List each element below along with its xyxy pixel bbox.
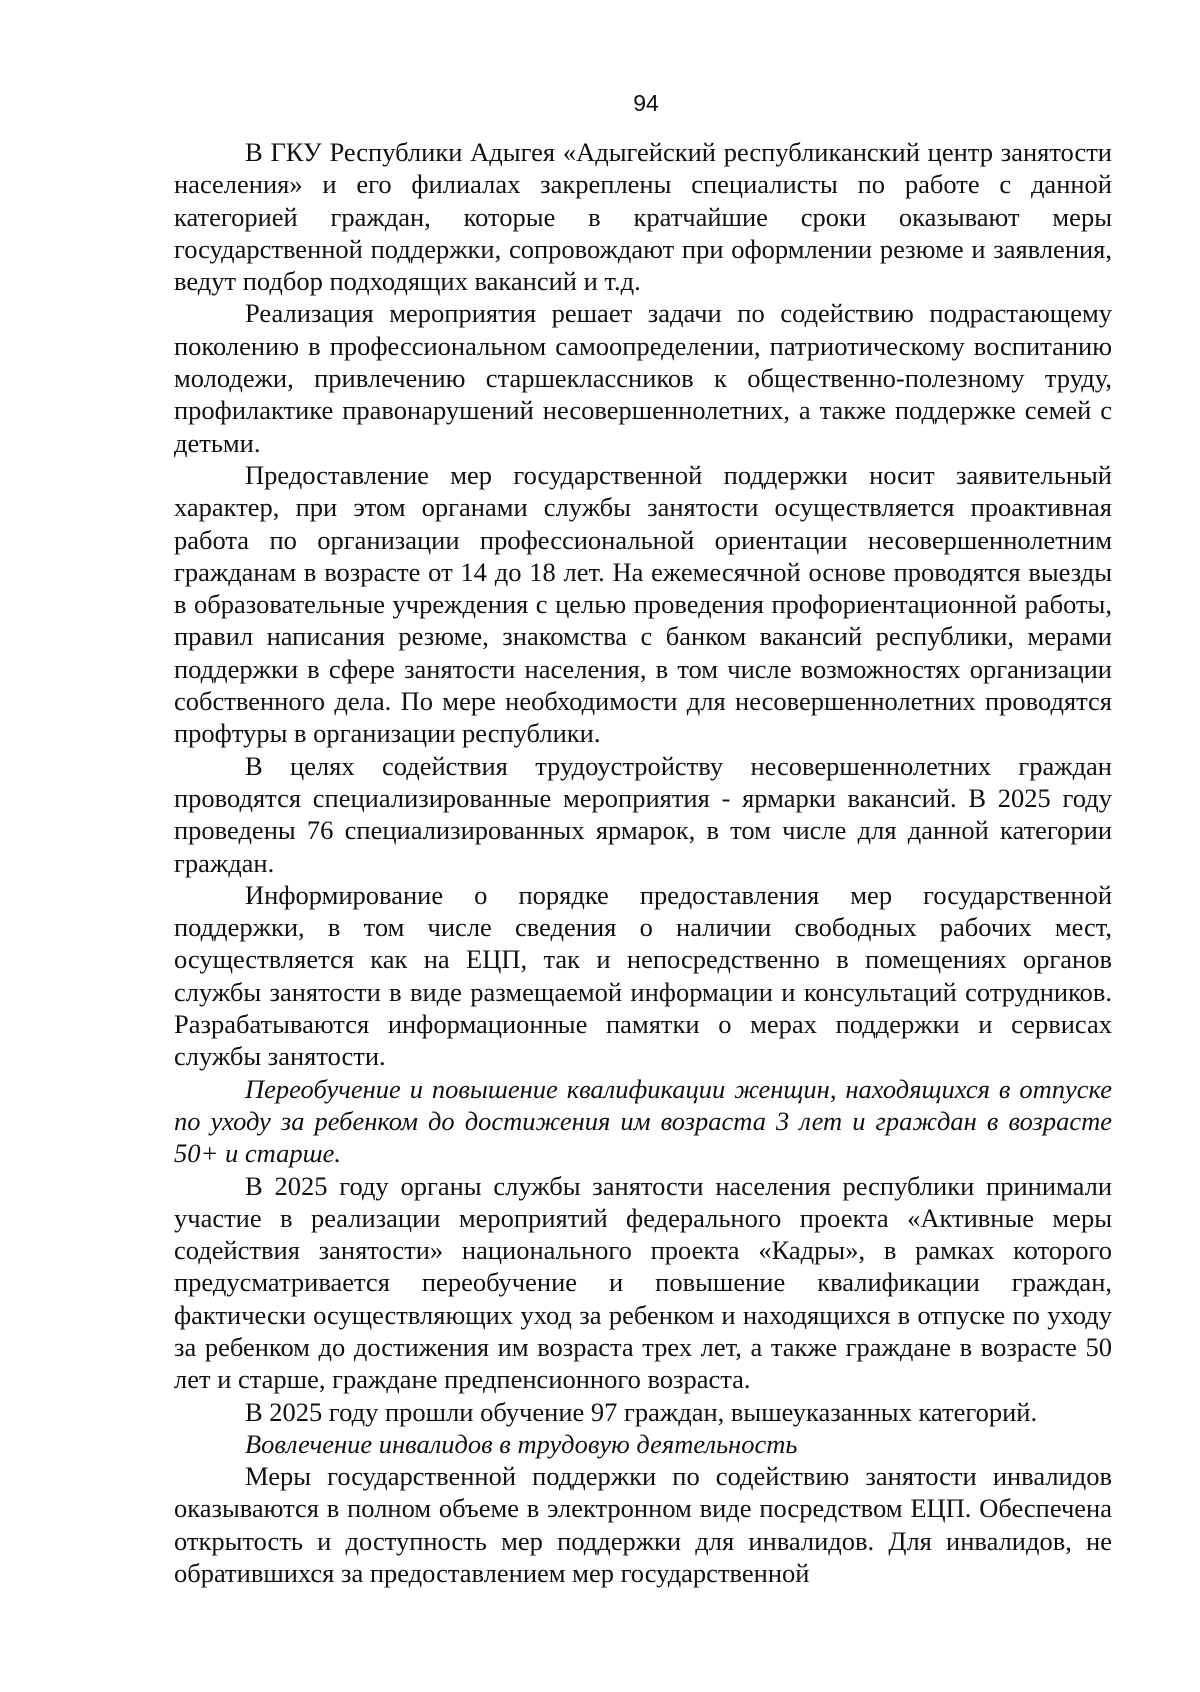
paragraph-active-measures-project: В 2025 году органы службы занятости населения республики принимали участие в реализации мероприятий федерального проекта «Активные меры содействия занятости» национального проекта «Кадры», в рамках которого предусматривается переобучение и повышение квалификации граждан, фактически осуществляющих уход за ребенком и находящихся в отпуске по уходу за ребенком до достижения им возраста трех лет, а также граждане в возрасте 50 лет и старше, граждане предпенсионного возраста.: [174, 1170, 1112, 1395]
page-number: 94: [633, 90, 659, 116]
subheading-retraining: Переобучение и повышение квалификации женщин, находящихся в отпуске по уходу за ребенком до достижения им возраста 3 лет и граждан в возрасте 50+ и старше.: [174, 1073, 1112, 1169]
paragraph-disabled-support: Меры государственной поддержки по содействию занятости инвалидов оказываются в полном объеме в электронном виде посредством ЕЦП. Обеспечена открытость и доступность мер поддержки для инвалидов. Для инвалидов, не обратившихся за предоставлением мер государственной: [174, 1461, 1112, 1589]
paragraph-event-objectives: Реализация мероприятия решает задачи по содействию подрастающему поколению в профессиональном самоопределении, патриотическому воспитанию молодежи, привлечению старшеклассников к общественно-полезному труду, профилактике правонарушений несовершеннолетних, а также поддержке семей с детьми.: [174, 298, 1112, 458]
paragraph-proactive-career-guidance: Предоставление мер государственной поддержки носит заявительный характер, при этом органами службы занятости осуществляется проактивная работа по организации профессиональной ориентации несовершеннолетним гражданам в возрасте от 14 до 18 лет. На ежемесячной основе проводятся выезды в образовательные учреждения с целью проведения профориентационной работы, правил написания резюме, знакомства с банком вакансий республики, мерами поддержки в сфере занятости населения, в том числе возможностях организации собственного дела. По мере необходимости для несовершеннолетних проводятся профтуры в организации республики.: [174, 459, 1112, 749]
paragraph-training-results: В 2025 году прошли обучение 97 граждан, вышеуказанных категорий.: [245, 1396, 1038, 1427]
paragraph-informing: Информирование о порядке предоставления мер государственной поддержки, в том числе сведения о наличии свободных рабочих мест, осуществляется как на ЕЦП, так и непосредственно в помещениях органов службы занятости в виде размещаемой информации и консультаций сотрудников. Разрабатываются информационные памятки о мерах поддержки и сервисах службы занятости.: [174, 879, 1112, 1072]
subheading-disabled-employment: Вовлечение инвалидов в трудовую деятельность: [245, 1428, 798, 1459]
paragraph-job-fairs: В целях содействия трудоустройству несовершеннолетних граждан проводятся специализированные мероприятия - ярмарки вакансий. В 2025 году проведены 76 специализированных ярмарок, в том числе для данной категории граждан.: [174, 750, 1112, 878]
paragraph-employment-center-specialists: В ГКУ Республики Адыгея «Адыгейский республиканский центр занятости населения» и его филиалах закреплены специалисты по работе с данной категорией граждан, которые в кратчайшие сроки оказывают меры государственной поддержки, сопровождают при оформлении резюме и заявления, ведут подбор подходящих вакансий и т.д.: [174, 137, 1112, 297]
document-body: [174, 136, 1112, 1589]
